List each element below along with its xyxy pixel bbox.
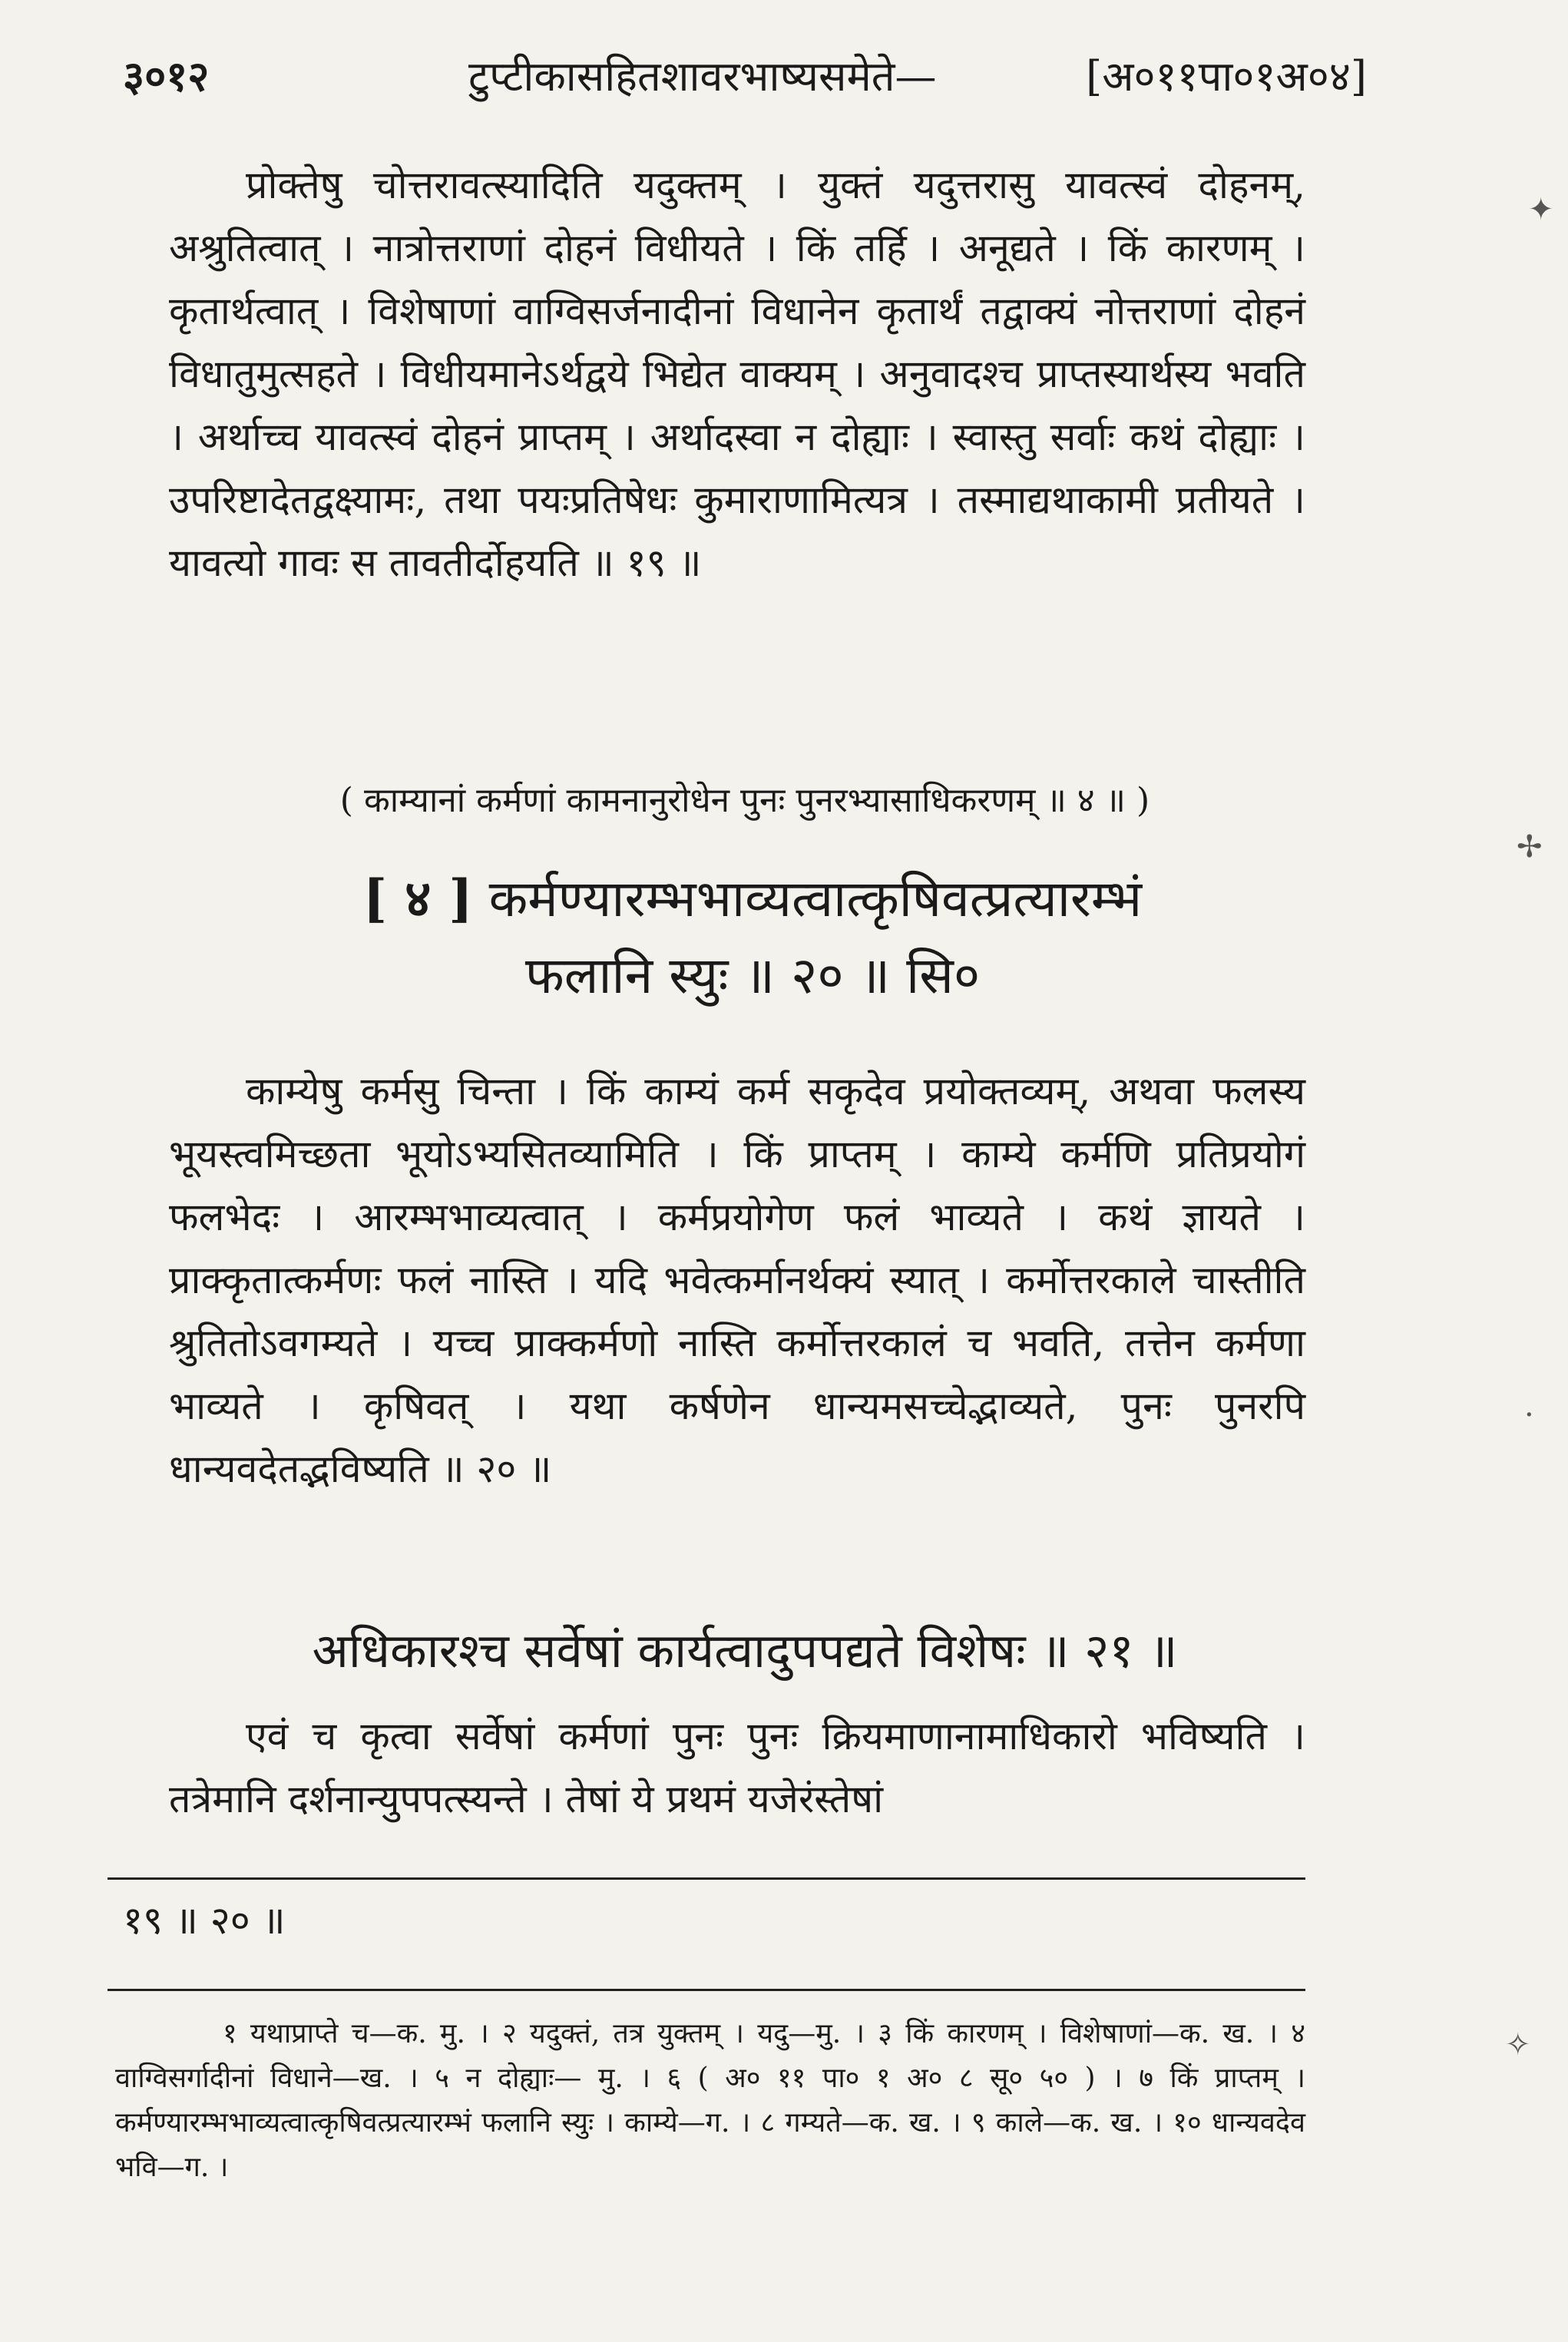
section-reference: [अ०११पा०१अ०४] [1086,52,1367,101]
margin-speck: ✧ [1505,2027,1531,2062]
sutra-20-heading [200,860,1305,1014]
page-number: ३०१२ [123,51,210,101]
divider-top [108,1877,1305,1880]
page-header [108,31,1367,123]
running-title: टुप्टीकासहितशावरभाष्यसमेते— [468,52,937,101]
adhikarana-number: [ ४ ] [362,868,473,928]
commentary-paragraph-20: काम्येषु कर्मसु चिन्ता । किं काम्यं कर्म सकृदेव प्रयोक्तव्यम्, अथवा फलस्य भूयस्त्वमिच्छता भूयोऽभ्यसितव्यामिति । किं प्राप्तम् । काम्ये कर्मणि प्रतिप्रयोगं फलभेदः । आरम्भभाव्यत्वात् । कर्मप्रयोगेण फलं भाव्यते । कथं ज्ञायते । प्राक्कृतात्कर्मणः फलं नास्ति । यदि भवेत्कर्मानर्थक्यं स्यात् । कर्मोत्तरकाले चास्तीति श्रुतितोऽवगम्यते । यच्च प्राक्कर्मणो नास्ति कर्मोत्तरकालं च भवति, तत्तेन कर्मणा भाव्यते । कृषिवत् । यथा कर्षणेन धान्यमसच्चेद्भाव्यते, पुनः पुनरपि धान्यवदेतद्भविष्यति ॥ २० ॥ [169,1069,1305,1491]
commentary-block-2 [169,1060,1305,1500]
sutra-20-text-1: कर्मण्यारम्भभाव्यत्वात्कृषिवत्प्रत्यारम्भं [488,869,1143,928]
margin-speck: ✦ [1528,192,1554,227]
commentary-paragraph-19: प्रोक्तेषु चोत्तरावत्स्यादिति यदुक्तम् । युक्तं यदुत्तरासु यावत्स्वं दोहनम्, अश्रुतित्वात् । नात्रोत्तराणां दोहनं विधीयते । किं तर्हि । अनूद्यते । किं कारणम् । कृतार्थत्वात् । विशेषाणां वाग्विसर्जनादीनां विधानेन कृतार्थं तद्वाक्यं नोत्तराणां दोहनं विधातुमुत्सहते । विधीयमानेऽर्थद्वये भिद्येत वाक्यम् । अनुवादश्च प्राप्तस्यार्थस्य भवति । अर्थाच्च यावत्स्वं दोहनं प्राप्तम् । अर्थादस्वा न दोह्याः । स्वास्तु सर्वाः कथं दोह्याः । उपरिष्टादेतद्वक्ष्यामः, तथा पयःप्रतिषेधः कुमाराणामित्यत्र । तस्माद्यथाकामी प्रतीयते । यावत्यो गावः स तावतीर्दोहयति ॥ १९ ॥ [169,163,1305,585]
sutra-21-heading: अधिकारश्च सर्वेषां कार्यत्वादुपपद्यते विशेषः ॥ २१ ॥ [312,1623,1178,1679]
divider-bottom [108,1989,1305,1991]
margin-speck: · [1524,1398,1534,1433]
sutra-20-line-1 [200,860,1305,938]
margin-speck: ✢ [1517,829,1543,865]
sutra-20-line-2: फलानि स्युः ॥ २० ॥ सि० [524,946,981,1005]
commentary-block-1 [169,154,1305,594]
commentary-paragraph-21: एवं च कृत्वा सर्वेषां कर्मणां पुनः पुनः क्रियमाणानामाधिकारो भविष्यति । तत्रेमानि दर्शनान्युपपत्स्यन्ते । तेषां ये प्रथमं यजेरंस्तेषां [169,1714,1305,1821]
footnotes: १ यथाप्राप्ते च—क. मु. । २ यदुक्तं, तत्र युक्तम् । यदु—मु. । ३ किं कारणम् । विशेषाणां—क. ख. । ४ वाग्विसर्गादीनां विधाने—ख. । ५ न दोह्याः— मु. । ६ ( अ० ११ पा० १ अ० ८ सू० ५० ) । ७ किं प्राप्तम् । कर्मण्यारम्भभाव्यत्वात्कृषिवत्प्रत्यारम्भं फलानि स्युः । काम्ये—ग. । ८ गम्यते—क. ख. । ९ काले—क. ख. । १० धान्यवदेव भवि—ग. । [115,2018,1305,2183]
adhikarana-title-note: ( काम्यानां कर्मणां कामनानुरोधेन पुनः पुनरभ्यासाधिकरणम् ॥ ४ ॥ ) [339,781,1150,820]
commentary-block-3 [169,1705,1305,1831]
sutra-index-line: १९ ॥ २० ॥ [123,1898,286,1943]
